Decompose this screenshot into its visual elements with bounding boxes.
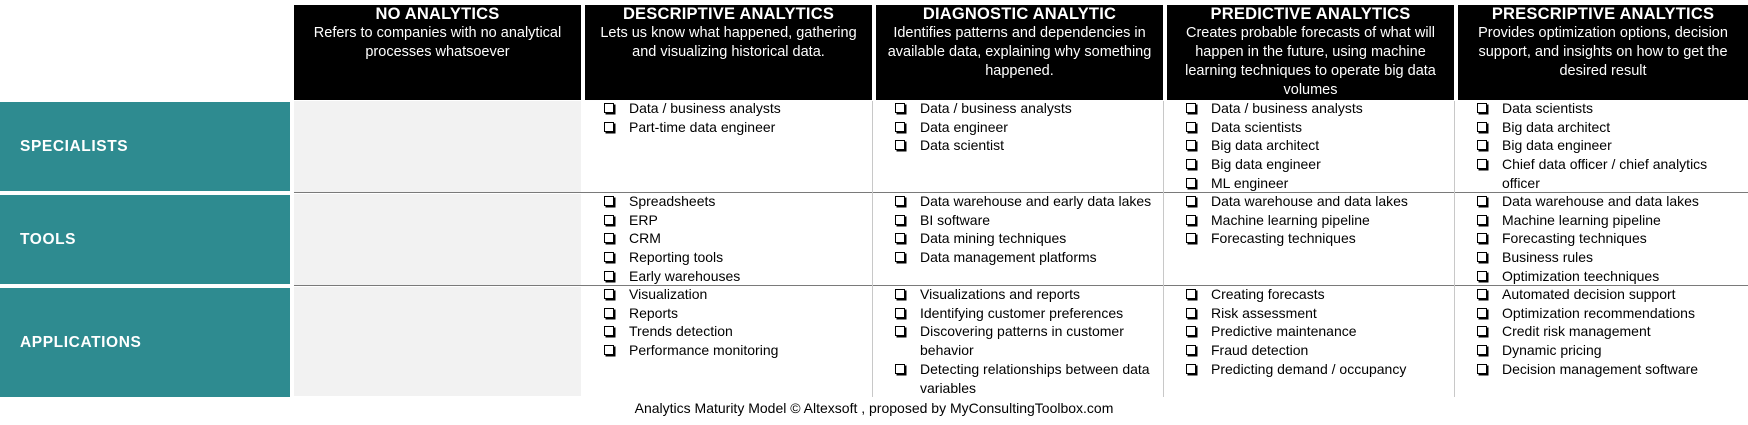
checkbox-icon [604, 196, 614, 206]
cell-tools-prescriptive [1475, 192, 1743, 286]
checkbox-icon [895, 215, 905, 225]
checkbox-icon [604, 308, 614, 318]
list-item: Data scientists [1475, 99, 1743, 118]
footer-caption: Analytics Maturity Model © Altexsoft , proposed by MyConsultingToolbox.com [634, 400, 1114, 416]
checkbox-icon [1477, 233, 1487, 243]
checkbox-icon [1477, 122, 1487, 132]
list-item: Part-time data engineer [602, 118, 870, 137]
checkbox-icon [895, 122, 905, 132]
checkbox-icon [1477, 140, 1487, 150]
list-item: Machine learning pipeline [1184, 211, 1452, 230]
cell-specialists-prescriptive [1475, 99, 1743, 193]
checkbox-icon [1477, 103, 1487, 113]
column-header-prescriptive [1458, 5, 1748, 100]
cell-applications-diagnostic [893, 285, 1161, 397]
cell-tools-diagnostic [893, 192, 1161, 267]
cell-tools-descriptive [602, 192, 870, 286]
cell-specialists-descriptive [602, 99, 870, 136]
column-title: DESCRIPTIVE ANALYTICS [622, 5, 835, 23]
list-item: Data / business analysts [893, 99, 1161, 118]
checkbox-icon [1477, 159, 1487, 169]
checkbox-icon [895, 289, 905, 299]
list-item: Business rules [1475, 248, 1743, 267]
checkbox-icon [1477, 289, 1487, 299]
list-item: Fraud detection [1184, 341, 1452, 360]
list-item: Data scientists [1184, 118, 1452, 137]
list-item: Data warehouse and data lakes [1184, 192, 1452, 211]
checkbox-icon [895, 252, 905, 262]
list-item: Chief data officer / chief analytics officer [1475, 155, 1743, 192]
list-item: Big data architect [1475, 118, 1743, 137]
list-item: Spreadsheets [602, 192, 870, 211]
checkbox-icon [895, 196, 905, 206]
checkbox-icon [1477, 308, 1487, 318]
column-divider [872, 101, 873, 397]
checkbox-icon [1186, 364, 1196, 374]
checkbox-icon [1477, 271, 1487, 281]
checkbox-icon [1186, 103, 1196, 113]
column-description: Refers to companies with no analytical processes whatsoever [313, 25, 562, 60]
list-item: Data warehouse and early data lakes [893, 192, 1161, 211]
cell-applications-descriptive [602, 285, 870, 360]
list-item: Big data engineer [1475, 136, 1743, 155]
list-item: Data management platforms [893, 248, 1161, 267]
list-item: CRM [602, 229, 870, 248]
checkbox-icon [895, 326, 905, 336]
empty-cell [294, 287, 581, 396]
list-item: Predicting demand / occupancy [1184, 360, 1452, 379]
checkbox-icon [895, 103, 905, 113]
list-item: Data / business analysts [602, 99, 870, 118]
checkbox-icon [895, 140, 905, 150]
checkbox-icon [604, 289, 614, 299]
list-item: Dynamic pricing [1475, 341, 1743, 360]
list-item: Discovering patterns in customer behavior [893, 322, 1161, 359]
checkbox-icon [1186, 196, 1196, 206]
column-title: DIAGNOSTIC ANALYTIC [922, 5, 1117, 23]
list-item: Performance monitoring [602, 341, 870, 360]
column-header-predictive [1167, 5, 1454, 100]
list-item: Data mining techniques [893, 229, 1161, 248]
list-item: Predictive maintenance [1184, 322, 1452, 341]
checkbox-icon [604, 326, 614, 336]
checkbox-icon [1186, 178, 1196, 188]
list-item: Decision management software [1475, 360, 1743, 379]
list-item: Optimization teechniques [1475, 267, 1743, 286]
checkbox-icon [1186, 345, 1196, 355]
list-item: ML engineer [1184, 174, 1452, 193]
checkbox-icon [1186, 233, 1196, 243]
column-description: Provides optimization options, decision support, and insights on how to get the desired result [1478, 25, 1728, 79]
checkbox-icon [604, 271, 614, 281]
checkbox-icon [1477, 196, 1487, 206]
list-item: Big data engineer [1184, 155, 1452, 174]
empty-cell [294, 194, 581, 285]
row-label-applications: APPLICATIONS [0, 288, 290, 397]
checkbox-icon [1477, 215, 1487, 225]
cell-specialists-diagnostic [893, 99, 1161, 155]
column-title: NO ANALYTICS [375, 5, 500, 23]
checkbox-icon [1477, 364, 1487, 374]
checkbox-icon [604, 345, 614, 355]
list-item: Credit risk management [1475, 322, 1743, 341]
checkbox-icon [604, 252, 614, 262]
checkbox-icon [1186, 159, 1196, 169]
list-item: Reporting tools [602, 248, 870, 267]
list-item: Data engineer [893, 118, 1161, 137]
checkbox-icon [604, 233, 614, 243]
checkbox-icon [604, 215, 614, 225]
list-item: Data scientist [893, 136, 1161, 155]
column-divider [1163, 101, 1164, 397]
list-item: Visualization [602, 285, 870, 304]
column-description: Identifies patterns and dependencies in available data, explaining why something happened. [887, 25, 1152, 79]
column-title: PRESCRIPTIVE ANALYTICS [1491, 5, 1715, 23]
checkbox-icon [1186, 308, 1196, 318]
column-description: Lets us know what happened, gathering and visualizing historical data. [600, 25, 857, 60]
list-item: Early warehouses [602, 267, 870, 286]
list-item: Automated decision support [1475, 285, 1743, 304]
column-header-descriptive [585, 5, 872, 100]
checkbox-icon [1477, 326, 1487, 336]
list-item: Detecting relationships between data variables [893, 360, 1161, 397]
cell-tools-predictive [1184, 192, 1452, 248]
checkbox-icon [604, 103, 614, 113]
checkbox-icon [1186, 326, 1196, 336]
list-item: ERP [602, 211, 870, 230]
checkbox-icon [895, 233, 905, 243]
checkbox-icon [1477, 345, 1487, 355]
checkbox-icon [1186, 122, 1196, 132]
list-item: Big data architect [1184, 136, 1452, 155]
checkbox-icon [1477, 252, 1487, 262]
column-description: Creates probable forecasts of what will happen in the future, using machine learning techniques to operate big data volumes [1185, 25, 1436, 98]
checkbox-icon [1186, 215, 1196, 225]
list-item: Creating forecasts [1184, 285, 1452, 304]
column-divider [1454, 101, 1455, 397]
cell-specialists-predictive [1184, 99, 1452, 193]
list-item: Machine learning pipeline [1475, 211, 1743, 230]
empty-cell [294, 101, 581, 192]
row-label-specialists: SPECIALISTS [0, 102, 290, 191]
list-item: Forecasting techniques [1475, 229, 1743, 248]
checkbox-icon [895, 308, 905, 318]
list-item: Trends detection [602, 322, 870, 341]
list-item: Data / business analysts [1184, 99, 1452, 118]
list-item: BI software [893, 211, 1161, 230]
list-item: Reports [602, 304, 870, 323]
checkbox-icon [1186, 140, 1196, 150]
checkbox-icon [895, 364, 905, 374]
checkbox-icon [604, 122, 614, 132]
checkbox-icon [1186, 289, 1196, 299]
list-item: Risk assessment [1184, 304, 1452, 323]
column-header-no-analytics [294, 5, 581, 100]
list-item: Data warehouse and data lakes [1475, 192, 1743, 211]
row-label-tools: TOOLS [0, 195, 290, 284]
list-item: Forecasting techniques [1184, 229, 1452, 248]
list-item: Optimization recommendations [1475, 304, 1743, 323]
column-title: PREDICTIVE ANALYTICS [1210, 5, 1411, 23]
column-header-diagnostic [876, 5, 1163, 100]
list-item: Visualizations and reports [893, 285, 1161, 304]
cell-applications-prescriptive [1475, 285, 1743, 379]
list-item: Identifying customer preferences [893, 304, 1161, 323]
cell-applications-predictive [1184, 285, 1452, 379]
